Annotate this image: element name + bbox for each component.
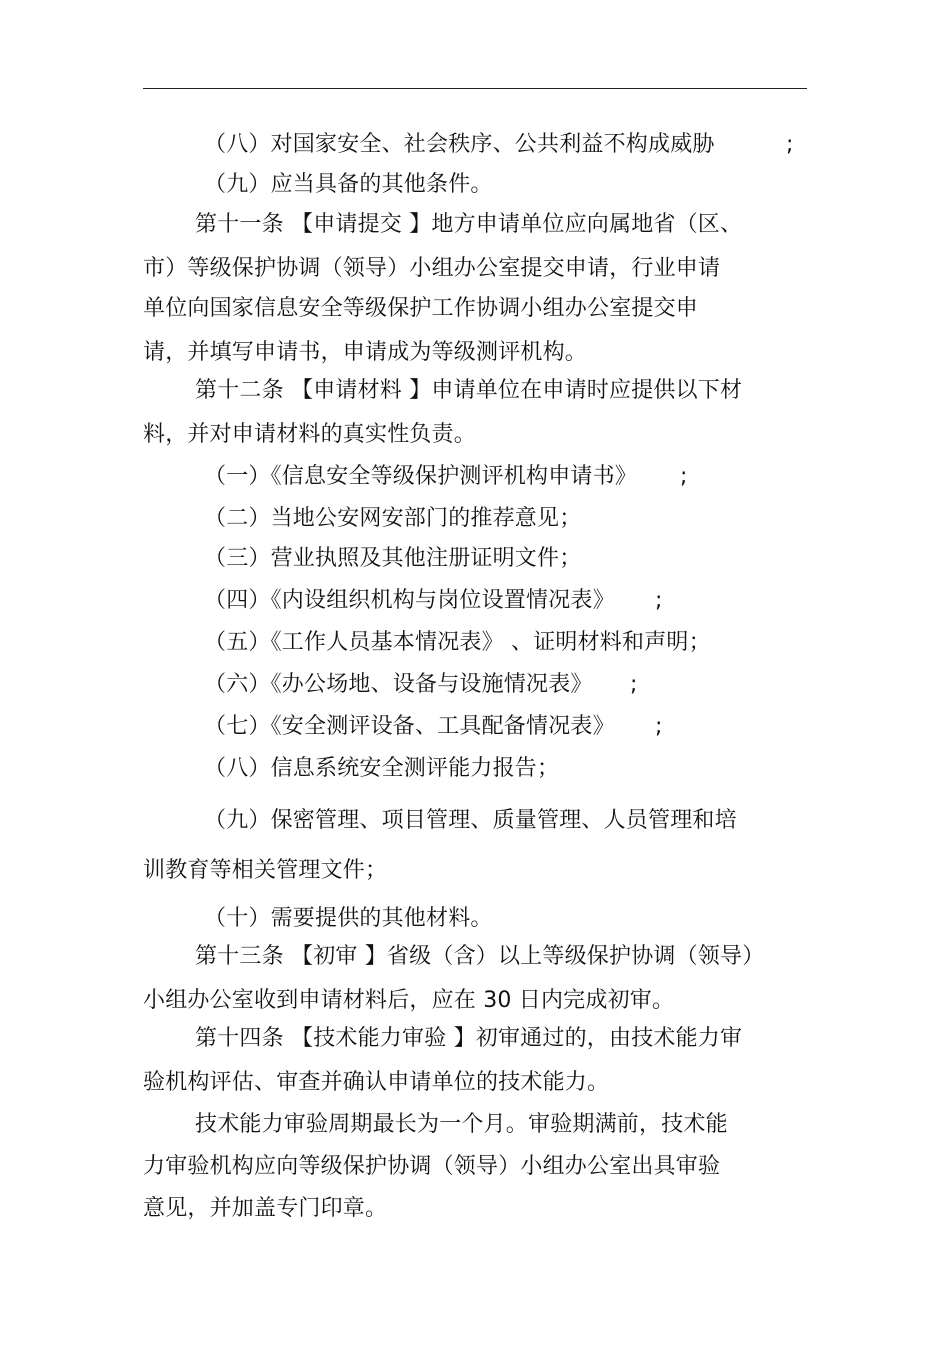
trailing-semicolon: ; [680,464,688,489]
text-line: （十）需要提供的其他材料。 [204,906,493,931]
trailing-semicolon: ; [655,588,663,613]
text-line: （八）信息系统安全测评能力报告； [204,756,560,781]
text-line: 第十一条 【申请提交 】地方申请单位应向属地省（区、 [195,212,743,237]
text-line: （三）营业执照及其他注册证明文件； [204,546,582,571]
text-line: 小组办公室收到申请材料后，应在 30 日内完成初审。 [143,988,675,1013]
text-line: （六）《办公场地、设备与设施情况表》 [204,672,593,697]
text-line: 力审验机构应向等级保护协调（领导）小组办公室出具审验 [143,1154,721,1179]
text-line: 技术能力审验周期最长为一个月。审验期满前，技术能 [195,1112,728,1137]
text-line: 料，并对申请材料的真实性负责。 [143,422,477,447]
trailing-semicolon: ; [630,672,638,697]
text-line: 请，并填写申请书，申请成为等级测评机构。 [143,340,588,365]
text-line: （八）对国家安全、社会秩序、公共利益不构成威胁 [204,132,715,157]
text-line: （九）保密管理、项目管理、质量管理、人员管理和培 [204,808,737,833]
text-line: （四）《内设组织机构与岗位设置情况表》 [204,588,615,613]
text-line: （一）《信息安全等级保护测评机构申请书》 [204,464,638,489]
text-line: 验机构评估、审查并确认申请单位的技术能力。 [143,1070,610,1095]
header-rule [143,88,807,89]
text-line: 第十三条 【初审 】省级（含）以上等级保护协调（领导） [195,944,765,969]
text-line: （五）《工作人员基本情况表》 、证明材料和声明； [204,630,711,655]
text-line: 第十二条 【申请材料 】申请单位在申请时应提供以下材 [195,378,743,403]
text-line: 单位向国家信息安全等级保护工作协调小组办公室提交申 [143,296,699,321]
text-line: 意见，并加盖专门印章。 [143,1196,388,1221]
text-line: （九）应当具备的其他条件。 [204,172,493,197]
text-line: 第十四条 【技术能力审验 】初审通过的，由技术能力审 [195,1026,743,1051]
text-line: 训教育等相关管理文件； [143,858,388,883]
text-line: （二）当地公安网安部门的推荐意见； [204,506,582,531]
trailing-semicolon: ; [786,132,794,157]
text-line: （七）《安全测评设备、工具配备情况表》 [204,714,615,739]
text-line: 市）等级保护协调（领导）小组办公室提交申请，行业申请 [143,256,721,281]
trailing-semicolon: ; [655,714,663,739]
